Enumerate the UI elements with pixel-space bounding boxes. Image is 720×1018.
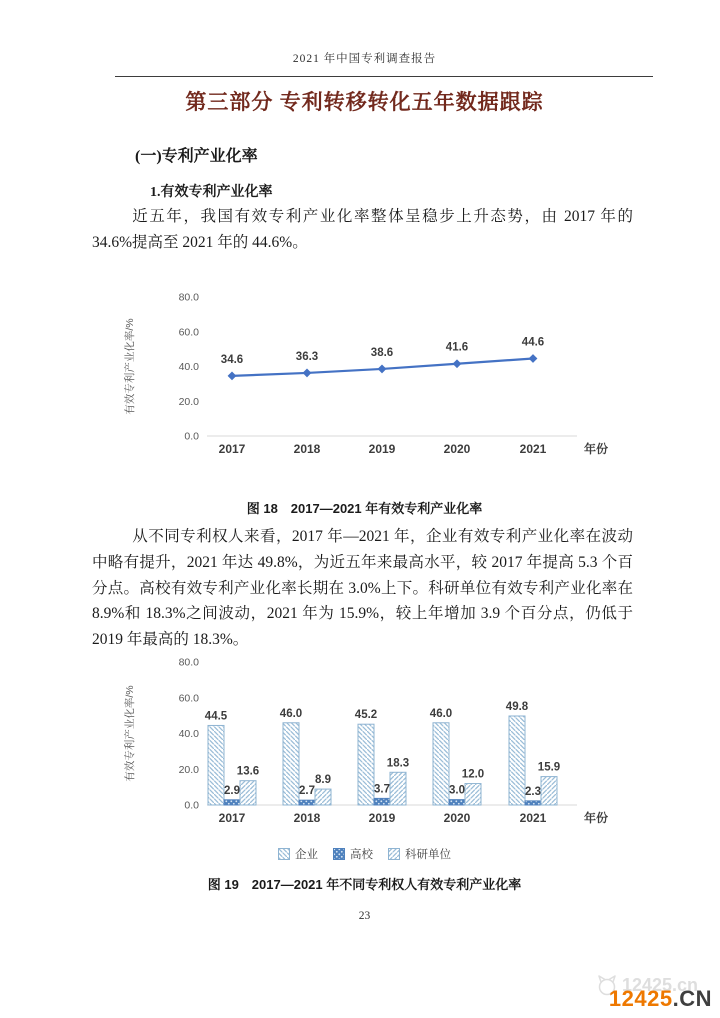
paragraph-2: 从不同专利权人来看，2017 年—2021 年，企业有效专利产业化率在波动中略有提升，2021 年达 49.8%，为近五年来最高水平，较 2017 年提高 5.3 个百分点。高校有效专利产业化率长期在 3.0%上下。科研单位有效专利产业化率在 8.9%和 18.3%之间波动，2021 年为 15.9%，较上年增加 3.9 个百分点，仍低于 2019 年最高的 18.3%。 — [92, 528, 633, 649]
y-tick-label: 0.0 — [184, 799, 199, 812]
y-tick-label: 80.0 — [178, 656, 199, 669]
point-label: 38.6 — [370, 346, 394, 359]
x-tick-label: 2017 — [218, 811, 246, 825]
y-tick-label: 80.0 — [178, 291, 199, 304]
page-title: 第三部分 专利转移转化五年数据跟踪 — [185, 90, 544, 114]
watermark-brand-number: 12425 — [608, 986, 673, 1011]
watermark-ghost-text: 12425.cn — [621, 974, 698, 995]
x-tick-label: 2019 — [368, 442, 396, 456]
legend-item-企业 — [278, 846, 318, 862]
watermark-brand — [609, 986, 712, 1012]
point-marker — [453, 359, 462, 368]
bar-label: 45.2 — [354, 709, 378, 722]
y-tick-label: 20.0 — [178, 395, 199, 408]
point-marker — [303, 369, 312, 378]
bar-企业 — [208, 725, 224, 805]
bar-label: 13.6 — [236, 765, 260, 778]
bar-科研单位 — [465, 784, 481, 805]
bar-label: 2.9 — [224, 784, 240, 797]
bar-label: 2.7 — [299, 785, 315, 798]
figure-19-caption: 图 19 2017—2021 年不同专利权人有效专利产业化率 — [207, 877, 522, 892]
legend-swatch — [333, 848, 346, 861]
bar-企业 — [509, 716, 525, 805]
point-label: 44.6 — [521, 336, 545, 349]
bar-科研单位 — [541, 777, 557, 805]
bar-企业 — [358, 724, 374, 805]
bar-高校 — [449, 800, 465, 805]
bar-高校 — [525, 801, 541, 805]
chart-legend — [92, 846, 637, 862]
y-tick-label: 20.0 — [178, 763, 199, 776]
bar-label: 2.3 — [525, 785, 541, 798]
legend-swatch — [388, 848, 401, 861]
header-divider — [115, 76, 653, 77]
bar-label: 46.0 — [279, 707, 303, 720]
point-label: 36.3 — [295, 350, 319, 363]
y-tick-label: 60.0 — [178, 326, 199, 339]
page-number: 23 — [358, 910, 371, 922]
y-axis-title: 有效专利产业化率/% — [124, 318, 136, 415]
bar-企业 — [283, 723, 299, 805]
x-tick-label: 2017 — [218, 442, 246, 456]
watermark — [520, 958, 720, 1018]
point-marker — [378, 365, 387, 374]
point-label: 34.6 — [220, 353, 244, 366]
x-tick-label: 2020 — [443, 442, 471, 456]
bar-label: 49.8 — [505, 700, 529, 713]
bar-label: 12.0 — [461, 768, 485, 781]
bar-科研单位 — [390, 772, 406, 805]
y-tick-label: 40.0 — [178, 728, 199, 740]
y-tick-label: 0.0 — [184, 430, 199, 443]
x-tick-label: 2019 — [368, 811, 396, 825]
bar-chart-svg — [115, 650, 615, 828]
bar-label: 44.5 — [204, 710, 228, 723]
x-tick-label: 2018 — [293, 442, 321, 456]
x-tick-label: 2021 — [519, 811, 547, 825]
bar-label: 3.7 — [374, 783, 390, 796]
x-tick-label: 2021 — [519, 442, 547, 456]
paragraph-1: 近五年，我国有效专利产业化率整体呈稳步上升态势，由 2017 年的 34.6%提高至 2021 年的 44.6%。 — [92, 208, 633, 251]
y-tick-label: 60.0 — [178, 692, 199, 705]
legend-label: 高校 — [350, 849, 373, 861]
point-label: 41.6 — [445, 341, 469, 354]
legend-label: 企业 — [295, 849, 318, 861]
bar-高校 — [374, 798, 390, 805]
legend-label: 科研单位 — [405, 849, 451, 861]
x-tick-label: 2018 — [293, 811, 321, 825]
point-marker — [529, 354, 538, 363]
legend-item-科研单位 — [388, 846, 451, 862]
bar-label: 46.0 — [429, 707, 453, 720]
bar-label: 8.9 — [315, 774, 331, 787]
legend-swatch-rect — [279, 848, 290, 859]
bar-企业 — [433, 723, 449, 805]
legend-swatch-rect — [334, 848, 345, 859]
subsection-heading: 1.有效专利产业化率 — [150, 185, 273, 200]
section-heading: (一)专利产业化率 — [135, 148, 258, 165]
bar-科研单位 — [240, 781, 256, 805]
legend-swatch-rect — [389, 848, 400, 859]
bar-高校 — [224, 800, 240, 805]
bar-label: 18.3 — [386, 757, 410, 770]
x-axis-title: 年份 — [583, 442, 609, 456]
legend-swatch — [278, 848, 291, 861]
x-axis-title: 年份 — [583, 811, 609, 825]
bar-label: 3.0 — [449, 784, 465, 797]
y-tick-label: 40.0 — [178, 361, 199, 373]
line-chart-svg — [115, 286, 615, 464]
bar-chart-figure-19 — [115, 650, 615, 833]
x-tick-label: 2020 — [443, 811, 471, 825]
y-axis-title: 有效专利产业化率/% — [124, 685, 136, 782]
watermark-brand-suffix: .CN — [672, 986, 712, 1011]
figure-18-caption: 图 18 2017—2021 年有效专利产业化率 — [246, 501, 483, 516]
page-header: 2021 年中国专利调查报告 — [292, 53, 437, 65]
bar-高校 — [299, 800, 315, 805]
line-chart-figure-18 — [115, 286, 615, 469]
point-marker — [228, 371, 237, 380]
bar-label: 15.9 — [537, 761, 561, 774]
bar-科研单位 — [315, 789, 331, 805]
legend-item-高校 — [333, 846, 373, 862]
